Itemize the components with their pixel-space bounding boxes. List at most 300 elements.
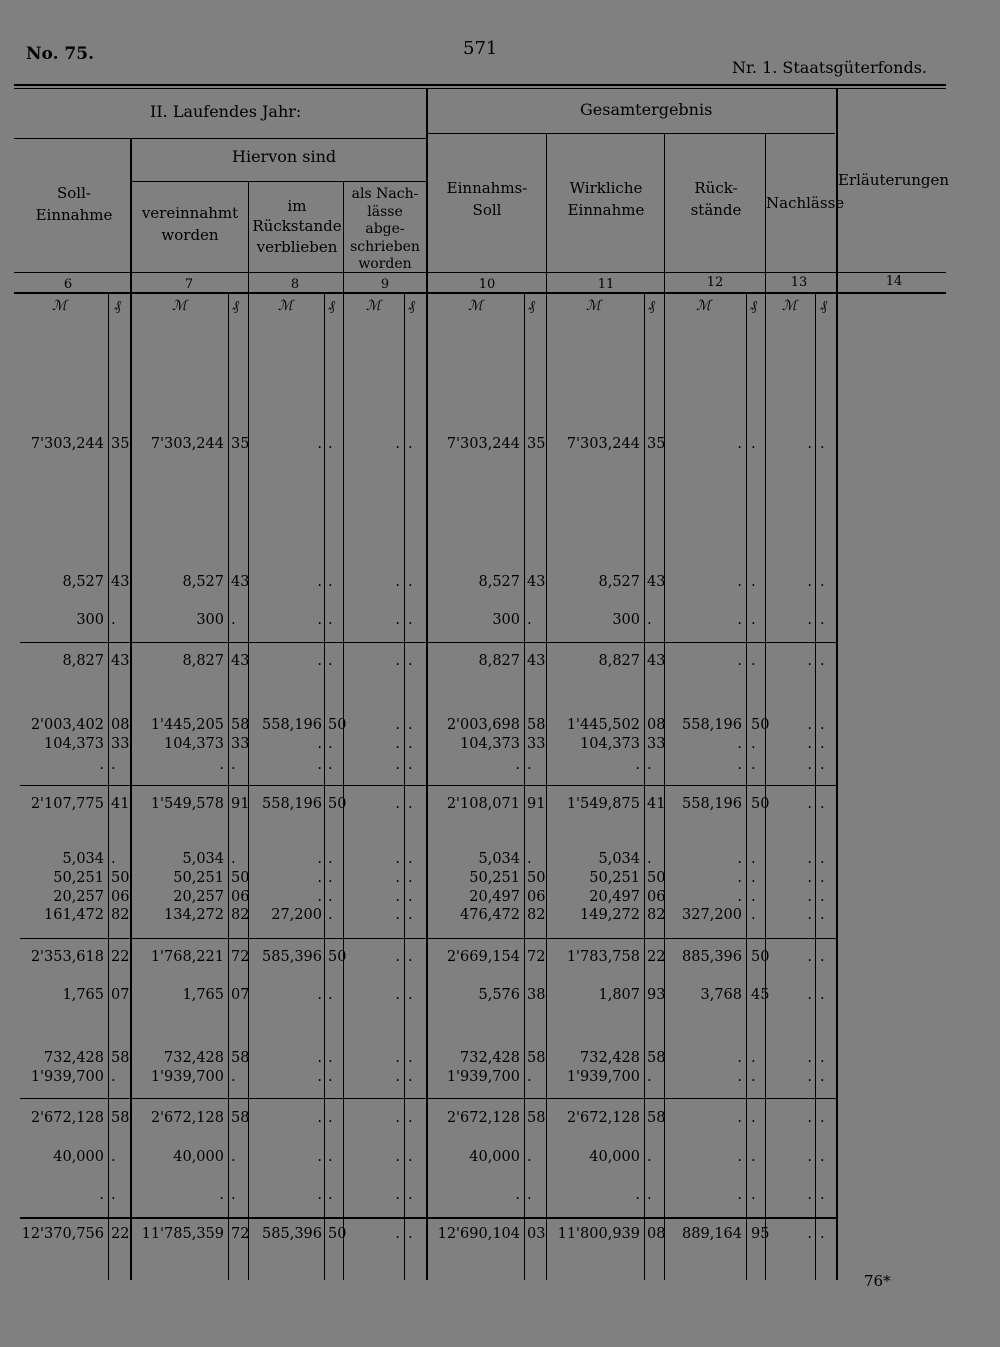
cell-mark-c10: 8,527 xyxy=(478,574,520,590)
cell-mark-c12: . xyxy=(737,574,742,590)
col-header-rueckstaende: Rück- stände xyxy=(690,179,742,219)
cell-mark-c11: 149,272 xyxy=(580,907,640,923)
cell-pfennig-c12: . xyxy=(751,889,756,905)
cell-pfennig-c10: 06 xyxy=(527,889,546,905)
cell-pfennig-c10: 35 xyxy=(527,436,546,452)
cell-mark-c9: . xyxy=(395,1110,400,1126)
cell-mark-c11: 1'783,758 xyxy=(566,949,640,965)
cell-pfennig-c9: . xyxy=(408,436,413,452)
top-rule xyxy=(14,84,946,86)
section-rule-2 xyxy=(20,785,838,786)
cell-mark-c7: 1'939,700 xyxy=(150,1069,224,1085)
cell-pfennig-c6: 58 xyxy=(111,1050,130,1066)
cell-mark-c10: 104,373 xyxy=(460,736,520,752)
cell-mark-c9: . xyxy=(395,717,400,733)
cell-mark-c10: 2'108,071 xyxy=(446,796,520,812)
col-header-nachlaesse: Nachlässe xyxy=(766,194,845,212)
cell-mark-c8: . xyxy=(317,574,322,590)
cell-mark-c10: 1'939,700 xyxy=(446,1069,520,1085)
unit-pfennig-c12: ₰ xyxy=(750,298,757,314)
cell-pfennig-c13: . xyxy=(820,717,825,733)
cell-pfennig-c6: 41 xyxy=(111,796,130,812)
unit-pfennig-c8: ₰ xyxy=(328,298,335,314)
cell-mark-c13: . xyxy=(807,1149,812,1165)
cell-pfennig-c7: 43 xyxy=(231,574,250,590)
cell-pfennig-c6: 58 xyxy=(111,1110,130,1126)
cell-pfennig-c12: . xyxy=(751,1069,756,1085)
cell-mark-c8: . xyxy=(317,1050,322,1066)
cell-mark-c11: 11'800,939 xyxy=(557,1226,640,1242)
cell-mark-c8: . xyxy=(317,1110,322,1126)
cell-pfennig-c6: 50 xyxy=(111,870,130,886)
cell-pfennig-c7: 72 xyxy=(231,949,250,965)
cell-pfennig-c11: 93 xyxy=(647,987,666,1003)
group-header-current-year: II. Laufendes Jahr: xyxy=(150,102,302,121)
unit-mark-c7: ℳ xyxy=(172,298,187,314)
col-number-10: 10 xyxy=(478,277,496,292)
cell-pfennig-c10: 58 xyxy=(527,717,546,733)
cell-pfennig-c11: 58 xyxy=(647,1110,666,1126)
cell-pfennig-c7: 82 xyxy=(231,907,250,923)
cell-pfennig-c8: . xyxy=(328,1110,333,1126)
cell-mark-c7: . xyxy=(219,1187,224,1203)
col-header-wirkliche-einnahme: Wirkliche Einnahme xyxy=(567,179,645,219)
cell-pfennig-c13: . xyxy=(820,1149,825,1165)
vrule-pf-8 xyxy=(324,293,325,1280)
page-number: 571 xyxy=(463,38,498,59)
col-number-12: 12 xyxy=(706,275,724,290)
cell-mark-c13: . xyxy=(807,574,812,590)
cell-pfennig-c12: . xyxy=(751,574,756,590)
cell-mark-c6: . xyxy=(99,757,104,773)
col-header-nachlaesse-abgeschrieben: als Nach- lässe abge- schrieben worden xyxy=(350,186,420,272)
cell-mark-c10: 732,428 xyxy=(460,1050,520,1066)
cell-pfennig-c11: . xyxy=(647,851,652,867)
total-rule xyxy=(20,1217,838,1219)
cell-pfennig-c12: . xyxy=(751,907,756,923)
cell-mark-c9: . xyxy=(395,612,400,628)
cell-pfennig-c13: . xyxy=(820,436,825,452)
col-number-7: 7 xyxy=(184,277,194,292)
col-header-soll-einnahme: Soll- Einnahme xyxy=(35,184,113,224)
cell-pfennig-c8: . xyxy=(328,736,333,752)
cell-pfennig-c12: . xyxy=(751,851,756,867)
cell-pfennig-c8: . xyxy=(328,1069,333,1085)
subgroup-header-hiervon: Hiervon sind xyxy=(232,147,337,166)
cell-pfennig-c11: 08 xyxy=(647,717,666,733)
cell-mark-c9: . xyxy=(395,1226,400,1242)
cell-pfennig-c11: 43 xyxy=(647,574,666,590)
cell-mark-c12: . xyxy=(737,870,742,886)
cell-pfennig-c9: . xyxy=(408,736,413,752)
cell-pfennig-c6: 43 xyxy=(111,574,130,590)
cell-mark-c10: 476,472 xyxy=(460,907,520,923)
cell-pfennig-c11: . xyxy=(647,1149,652,1165)
cell-mark-c9: . xyxy=(395,574,400,590)
col-header-einnahms-soll: Einnahms- Soll xyxy=(446,179,528,219)
cell-pfennig-c12: 95 xyxy=(751,1226,770,1242)
cell-mark-c13: . xyxy=(807,1050,812,1066)
cell-pfennig-c8: . xyxy=(328,889,333,905)
cell-mark-c11: 5,034 xyxy=(598,851,640,867)
cell-pfennig-c12: . xyxy=(751,1050,756,1066)
cell-pfennig-c10: 50 xyxy=(527,870,546,886)
unit-mark-c13: ℳ xyxy=(782,298,797,314)
cell-pfennig-c11: 43 xyxy=(647,653,666,669)
cell-pfennig-c6: . xyxy=(111,1069,116,1085)
cell-mark-c12: 889,164 xyxy=(682,1226,742,1242)
cell-pfennig-c10: 33 xyxy=(527,736,546,752)
cell-pfennig-c7: 43 xyxy=(231,653,250,669)
cell-mark-c6: 5,034 xyxy=(62,851,104,867)
unit-pfennig-c9: ₰ xyxy=(408,298,415,314)
cell-pfennig-c13: . xyxy=(820,1069,825,1085)
cell-pfennig-c6: 22 xyxy=(111,1226,130,1242)
cell-pfennig-c12: . xyxy=(751,870,756,886)
section-rule-4 xyxy=(20,1098,838,1099)
cell-mark-c12: . xyxy=(737,889,742,905)
vrule-12-13 xyxy=(765,133,766,1280)
cell-mark-c6: . xyxy=(99,1187,104,1203)
cell-mark-c13: . xyxy=(807,1069,812,1085)
cell-pfennig-c7: . xyxy=(231,757,236,773)
vrule-9-10 xyxy=(426,88,428,1280)
cell-pfennig-c9: . xyxy=(408,1050,413,1066)
cell-mark-c7: . xyxy=(219,757,224,773)
cell-pfennig-c9: . xyxy=(408,612,413,628)
cell-mark-c6: 8,827 xyxy=(62,653,104,669)
cell-pfennig-c8: . xyxy=(328,907,333,923)
cell-pfennig-c6: . xyxy=(111,1149,116,1165)
cell-mark-c9: . xyxy=(395,1187,400,1203)
cell-mark-c11: 732,428 xyxy=(580,1050,640,1066)
col-number-9: 9 xyxy=(380,277,390,292)
cell-mark-c11: 1,807 xyxy=(598,987,640,1003)
cell-pfennig-c13: . xyxy=(820,736,825,752)
cell-pfennig-c11: . xyxy=(647,1187,652,1203)
cell-mark-c11: 50,251 xyxy=(589,870,640,886)
unit-mark-c12: ℳ xyxy=(696,298,711,314)
cell-mark-c9: . xyxy=(395,987,400,1003)
cell-mark-c13: . xyxy=(807,870,812,886)
cell-mark-c12: . xyxy=(737,1110,742,1126)
cell-mark-c7: 2'672,128 xyxy=(150,1110,224,1126)
cell-pfennig-c11: 50 xyxy=(647,870,666,886)
cell-mark-c12: 558,196 xyxy=(682,717,742,733)
cell-mark-c8: . xyxy=(317,736,322,752)
cell-pfennig-c9: . xyxy=(408,574,413,590)
cell-pfennig-c6: . xyxy=(111,757,116,773)
vrule-pf-13 xyxy=(815,293,816,1280)
cell-mark-c13: . xyxy=(807,851,812,867)
cell-pfennig-c7: . xyxy=(231,851,236,867)
cell-pfennig-c12: 45 xyxy=(751,987,770,1003)
vrule-pf-10 xyxy=(524,293,525,1280)
cell-mark-c12: . xyxy=(737,1069,742,1085)
cell-pfennig-c10: . xyxy=(527,1069,532,1085)
cell-pfennig-c8: . xyxy=(328,870,333,886)
cell-mark-c13: . xyxy=(807,1226,812,1242)
cell-pfennig-c9: . xyxy=(408,1110,413,1126)
unit-pfennig-c10: ₰ xyxy=(528,298,535,314)
cell-mark-c8: . xyxy=(317,653,322,669)
cell-pfennig-c11: 33 xyxy=(647,736,666,752)
cell-mark-c6: 8,527 xyxy=(62,574,104,590)
cell-pfennig-c11: . xyxy=(647,1069,652,1085)
unit-pfennig-c7: ₰ xyxy=(232,298,239,314)
cell-pfennig-c9: . xyxy=(408,653,413,669)
cell-mark-c8: . xyxy=(317,436,322,452)
cell-mark-c6: 1'939,700 xyxy=(30,1069,104,1085)
cell-mark-c6: 12'370,756 xyxy=(21,1226,104,1242)
col-header-rueckstand: im Rückstande verblieben xyxy=(252,197,342,256)
cell-mark-c13: . xyxy=(807,907,812,923)
cell-mark-c12: . xyxy=(737,653,742,669)
cell-pfennig-c9: . xyxy=(408,987,413,1003)
cell-mark-c9: . xyxy=(395,889,400,905)
col-number-13: 13 xyxy=(790,275,808,290)
cell-pfennig-c6: 43 xyxy=(111,653,130,669)
cell-pfennig-c8: . xyxy=(328,653,333,669)
cell-pfennig-c6: . xyxy=(111,851,116,867)
cell-pfennig-c12: . xyxy=(751,612,756,628)
cell-mark-c11: 7'303,244 xyxy=(566,436,640,452)
cell-mark-c9: . xyxy=(395,436,400,452)
cell-mark-c10: . xyxy=(515,1187,520,1203)
cell-pfennig-c8: 50 xyxy=(328,949,347,965)
cell-mark-c6: 40,000 xyxy=(53,1149,104,1165)
cell-mark-c13: . xyxy=(807,736,812,752)
cell-mark-c6: 2'672,128 xyxy=(30,1110,104,1126)
cell-pfennig-c9: . xyxy=(408,870,413,886)
cell-pfennig-c6: . xyxy=(111,612,116,628)
cell-pfennig-c10: 72 xyxy=(527,949,546,965)
cell-pfennig-c13: . xyxy=(820,612,825,628)
cell-pfennig-c9: . xyxy=(408,717,413,733)
cell-mark-c13: . xyxy=(807,757,812,773)
cell-mark-c9: . xyxy=(395,736,400,752)
cell-mark-c7: 11'785,359 xyxy=(141,1226,224,1242)
cell-mark-c10: 7'303,244 xyxy=(446,436,520,452)
cell-pfennig-c13: . xyxy=(820,889,825,905)
cell-pfennig-c7: 72 xyxy=(231,1226,250,1242)
unit-pfennig-c13: ₰ xyxy=(820,298,827,314)
cell-pfennig-c10: . xyxy=(527,757,532,773)
cell-pfennig-c6: 22 xyxy=(111,949,130,965)
cell-mark-c9: . xyxy=(395,1050,400,1066)
col-number-8: 8 xyxy=(290,277,300,292)
cell-mark-c13: . xyxy=(807,796,812,812)
cell-mark-c6: 2'353,618 xyxy=(30,949,104,965)
cell-mark-c11: 20,497 xyxy=(589,889,640,905)
group-rule-left xyxy=(14,138,426,139)
cell-pfennig-c13: . xyxy=(820,1226,825,1242)
cell-mark-c10: 2'672,128 xyxy=(446,1110,520,1126)
unit-mark-c9: ℳ xyxy=(366,298,381,314)
cell-pfennig-c10: 91 xyxy=(527,796,546,812)
cell-pfennig-c7: . xyxy=(231,612,236,628)
cell-mark-c12: 327,200 xyxy=(682,907,742,923)
cell-pfennig-c7: . xyxy=(231,1149,236,1165)
cell-pfennig-c13: . xyxy=(820,987,825,1003)
cell-pfennig-c12: 50 xyxy=(751,949,770,965)
cell-pfennig-c11: . xyxy=(647,612,652,628)
cell-mark-c10: 2'669,154 xyxy=(446,949,520,965)
cell-pfennig-c13: . xyxy=(820,1110,825,1126)
vrule-pf-9 xyxy=(404,293,405,1280)
cell-pfennig-c11: 35 xyxy=(647,436,666,452)
cell-pfennig-c10: 03 xyxy=(527,1226,546,1242)
cell-mark-c10: 12'690,104 xyxy=(437,1226,520,1242)
cell-pfennig-c13: . xyxy=(820,1187,825,1203)
cell-mark-c10: . xyxy=(515,757,520,773)
cell-mark-c7: 40,000 xyxy=(173,1149,224,1165)
cell-mark-c6: 104,373 xyxy=(44,736,104,752)
cell-pfennig-c8: . xyxy=(328,1050,333,1066)
cell-pfennig-c10: . xyxy=(527,612,532,628)
cell-pfennig-c8: . xyxy=(328,851,333,867)
cell-mark-c13: . xyxy=(807,612,812,628)
cell-pfennig-c12: . xyxy=(751,1110,756,1126)
cell-pfennig-c12: . xyxy=(751,436,756,452)
cell-pfennig-c8: . xyxy=(328,757,333,773)
cell-mark-c11: 2'672,128 xyxy=(566,1110,640,1126)
unit-pfennig-c6: ₰ xyxy=(114,298,121,314)
cell-pfennig-c12: . xyxy=(751,1149,756,1165)
cell-pfennig-c12: . xyxy=(751,736,756,752)
cell-mark-c12: . xyxy=(737,1187,742,1203)
cell-mark-c13: . xyxy=(807,1110,812,1126)
cell-pfennig-c8: . xyxy=(328,574,333,590)
cell-pfennig-c9: . xyxy=(408,1069,413,1085)
cell-mark-c8: 558,196 xyxy=(262,717,322,733)
cell-pfennig-c9: . xyxy=(408,757,413,773)
cell-mark-c12: 885,396 xyxy=(682,949,742,965)
cell-mark-c11: 300 xyxy=(612,612,640,628)
vrule-13-14 xyxy=(836,88,838,1280)
cell-pfennig-c11: 58 xyxy=(647,1050,666,1066)
cell-mark-c7: 50,251 xyxy=(173,870,224,886)
cell-pfennig-c8: . xyxy=(328,1149,333,1165)
cell-pfennig-c10: . xyxy=(527,851,532,867)
cell-mark-c8: . xyxy=(317,1149,322,1165)
section-rule-3 xyxy=(20,938,838,939)
cell-mark-c12: . xyxy=(737,612,742,628)
cell-pfennig-c7: 50 xyxy=(231,870,250,886)
cell-pfennig-c7: 06 xyxy=(231,889,250,905)
unit-mark-c6: ℳ xyxy=(52,298,67,314)
cell-pfennig-c13: . xyxy=(820,757,825,773)
cell-pfennig-c13: . xyxy=(820,907,825,923)
cell-pfennig-c7: . xyxy=(231,1187,236,1203)
cell-mark-c9: . xyxy=(395,653,400,669)
cell-pfennig-c8: . xyxy=(328,436,333,452)
cell-mark-c11: 8,527 xyxy=(598,574,640,590)
cell-pfennig-c6: 33 xyxy=(111,736,130,752)
cell-mark-c9: . xyxy=(395,757,400,773)
vrule-pf-6 xyxy=(108,293,109,1280)
cell-pfennig-c9: . xyxy=(408,796,413,812)
cell-mark-c8: 585,396 xyxy=(262,1226,322,1242)
cell-pfennig-c8: 50 xyxy=(328,717,347,733)
cell-mark-c11: 8,827 xyxy=(598,653,640,669)
vrule-11-12 xyxy=(664,133,665,1280)
cell-pfennig-c6: 06 xyxy=(111,889,130,905)
cell-pfennig-c9: . xyxy=(408,1149,413,1165)
cell-mark-c13: . xyxy=(807,717,812,733)
col-number-14: 14 xyxy=(885,274,903,289)
cell-mark-c13: . xyxy=(807,987,812,1003)
cell-mark-c12: . xyxy=(737,757,742,773)
cell-pfennig-c9: . xyxy=(408,949,413,965)
cell-mark-c8: . xyxy=(317,612,322,628)
cell-pfennig-c9: . xyxy=(408,851,413,867)
cell-pfennig-c6: 08 xyxy=(111,717,130,733)
cell-pfennig-c13: . xyxy=(820,653,825,669)
unit-mark-c11: ℳ xyxy=(586,298,601,314)
cell-pfennig-c7: . xyxy=(231,1069,236,1085)
cell-mark-c12: . xyxy=(737,436,742,452)
cell-mark-c7: 134,272 xyxy=(164,907,224,923)
cell-mark-c13: . xyxy=(807,1187,812,1203)
cell-mark-c6: 300 xyxy=(76,612,104,628)
col-header-erlaeuterungen: Erläuterungen xyxy=(838,171,950,189)
cell-pfennig-c11: 06 xyxy=(647,889,666,905)
cell-mark-c7: 7'303,244 xyxy=(150,436,224,452)
cell-mark-c11: . xyxy=(635,1187,640,1203)
col-header-vereinnahmt: vereinnahmt worden xyxy=(141,204,239,244)
cell-pfennig-c8: . xyxy=(328,1187,333,1203)
cell-pfennig-c7: 35 xyxy=(231,436,250,452)
cell-mark-c7: 1'549,578 xyxy=(150,796,224,812)
cell-mark-c12: . xyxy=(737,1050,742,1066)
cell-pfennig-c10: 58 xyxy=(527,1110,546,1126)
cell-pfennig-c12: 50 xyxy=(751,796,770,812)
group-header-total: Gesamtergebnis xyxy=(580,100,713,119)
cell-pfennig-c8: . xyxy=(328,612,333,628)
unit-mark-c10: ℳ xyxy=(468,298,483,314)
cell-mark-c13: . xyxy=(807,889,812,905)
cell-pfennig-c11: 22 xyxy=(647,949,666,965)
cell-mark-c6: 2'003,402 xyxy=(30,717,104,733)
cell-pfennig-c10: 58 xyxy=(527,1050,546,1066)
cell-pfennig-c7: 91 xyxy=(231,796,250,812)
vrule-pf-7 xyxy=(228,293,229,1280)
cell-mark-c11: 104,373 xyxy=(580,736,640,752)
cell-pfennig-c8: 50 xyxy=(328,796,347,812)
cell-mark-c12: . xyxy=(737,1149,742,1165)
cell-mark-c9: . xyxy=(395,851,400,867)
colnum-rule-top xyxy=(14,272,946,273)
cell-pfennig-c10: 43 xyxy=(527,574,546,590)
cell-mark-c7: 20,257 xyxy=(173,889,224,905)
cell-mark-c9: . xyxy=(395,1149,400,1165)
cell-mark-c10: 40,000 xyxy=(469,1149,520,1165)
cell-mark-c6: 20,257 xyxy=(53,889,104,905)
cell-mark-c11: 1'445,502 xyxy=(566,717,640,733)
cell-pfennig-c7: 58 xyxy=(231,1050,250,1066)
cell-mark-c10: 50,251 xyxy=(469,870,520,886)
cell-pfennig-c10: 43 xyxy=(527,653,546,669)
cell-pfennig-c8: . xyxy=(328,987,333,1003)
cell-mark-c6: 161,472 xyxy=(44,907,104,923)
cell-mark-c13: . xyxy=(807,436,812,452)
col-number-11: 11 xyxy=(597,277,615,292)
cell-mark-c11: 1'549,875 xyxy=(566,796,640,812)
cell-mark-c8: 585,396 xyxy=(262,949,322,965)
cell-mark-c8: . xyxy=(317,889,322,905)
cell-pfennig-c11: 41 xyxy=(647,796,666,812)
